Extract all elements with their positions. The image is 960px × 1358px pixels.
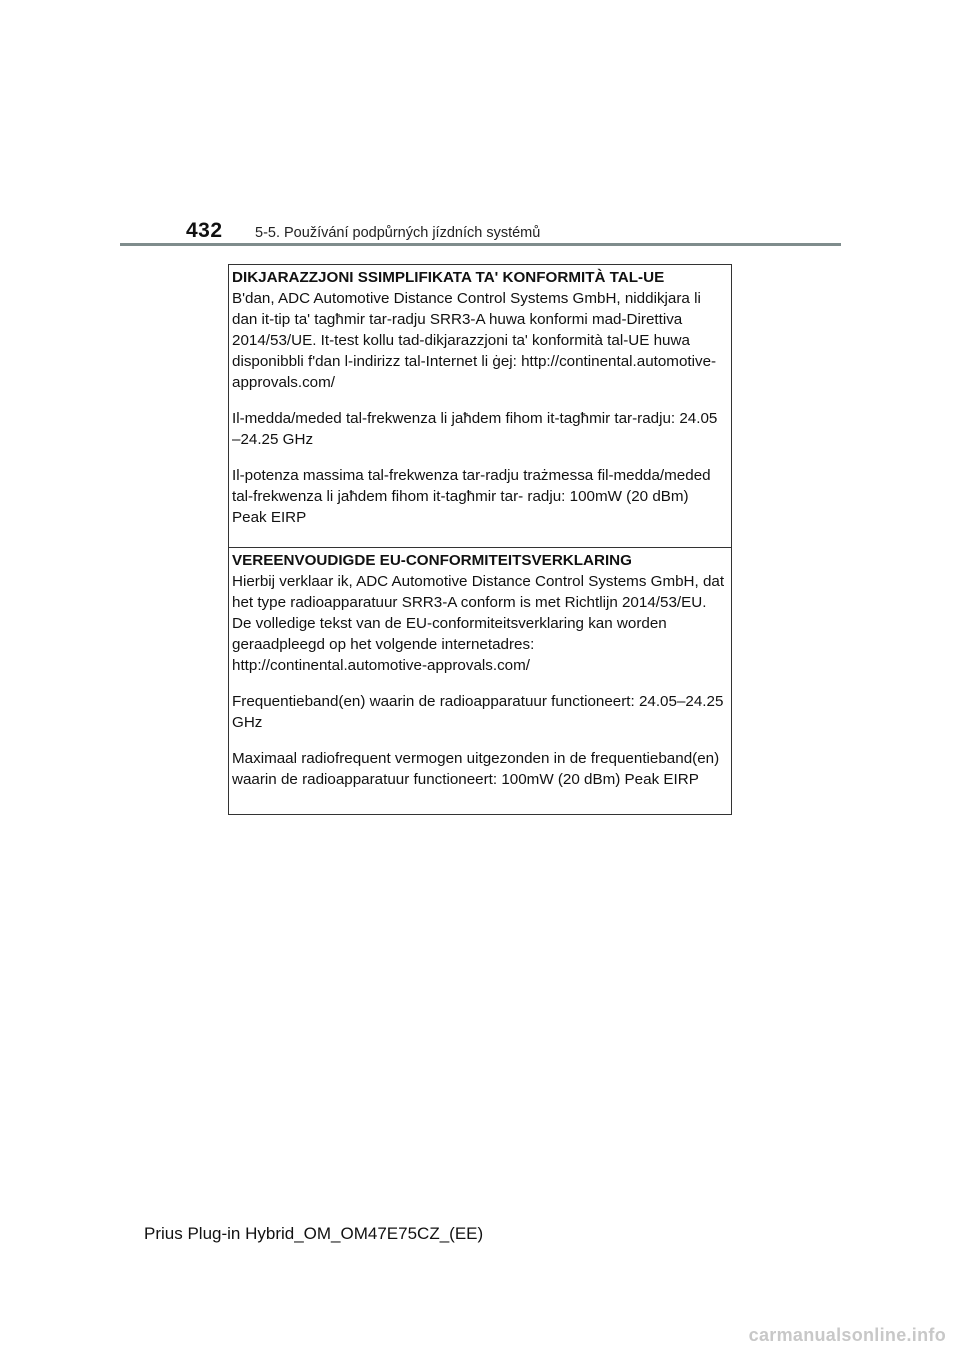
page-number: 432 [186, 219, 223, 242]
maltese-heading: DIKJARAZZJONI SSIMPLIFIKATA TA' KONFORMITÀ TAL-UE [232, 269, 665, 286]
dutch-paragraph: Frequentieband(en) waarin de radioapparatuur functioneert: 24.05–24.25 GHz [232, 693, 724, 731]
header-divider [120, 243, 841, 246]
conformity-notice-box [228, 264, 732, 815]
maltese-paragraph: Il-potenza massima tal-frekwenza tar-radju trażmessa fil-medda/meded tal-frekwenza li jaħdem fihom it-tagħmir tar- radju: 100mW (20 dBm) Peak EIRP [232, 467, 711, 526]
maltese-declaration [229, 265, 731, 547]
dutch-paragraph: Maximaal radiofrequent vermogen uitgezonden in de frequentieband(en) waarin de radioapparatuur functioneert: 100mW (20 dBm) Peak EIRP [232, 750, 720, 788]
page-footer: Prius Plug-in Hybrid_OM_OM47E75CZ_(EE) [144, 1224, 484, 1243]
section-title: 5-5. Používání podpůrných jízdních systémů [255, 225, 541, 241]
watermark-logo: carmanualsonline.info [748, 1325, 946, 1345]
maltese-paragraph: Il-medda/meded tal-frekwenza li jaħdem fihom it-tagħmir tar-radju: 24.05 –24.25 GHz [232, 410, 718, 448]
dutch-paragraph: Hierbij verklaar ik, ADC Automotive Distance Control Systems GmbH, dat het type radioapparatuur SRR3-A conform is met Richtlijn 2014/53/EU. De volledige tekst van de EU-conformiteitsverklaring kan worden geraadpleegd op het volgende internetadres: http://continental.automotive-approvals.com/ [232, 573, 725, 674]
dutch-declaration [229, 547, 731, 816]
dutch-heading: VEREENVOUDIGDE EU-CONFORMITEITSVERKLARING [232, 552, 632, 569]
maltese-paragraph: B'dan, ADC Automotive Distance Control Systems GmbH, niddikjara li dan it-tip ta' tagħmir tar-radju SRR3-A huwa konformi mad-Direttiva 2014/53/UE. It-test kollu tad-dikjarazzjoni ta' konformità tal-UE huwa disponibbli f'dan l-indirizz tal-Internet li ġej: http://continental.automotive-approvals.com/ [232, 290, 717, 391]
page-header [0, 0, 960, 250]
